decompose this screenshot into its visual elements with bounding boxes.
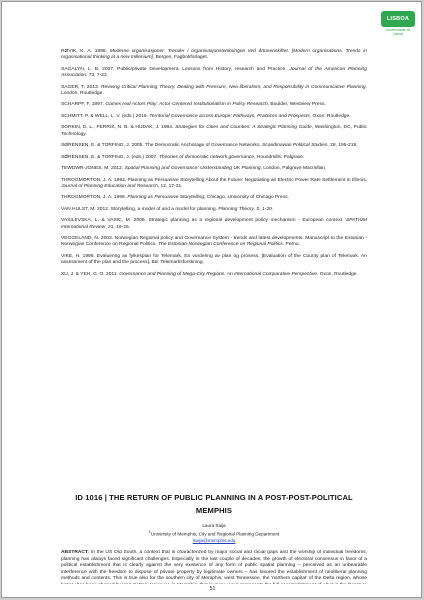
reference-tail: , Bergen, Fagbokforlaget. [152,55,209,61]
reference-text: THROGMORTON, J. A. 1996. [61,195,128,201]
reference-text: XU, J. & YEH, G. O. 2011. [61,271,120,277]
reference-italic: SPATIUM International Review [61,218,367,230]
reference-italic: Planning Theory [218,206,254,212]
reference-entry [61,207,367,213]
author-affiliation [61,529,367,538]
reference-entry [61,85,367,98]
paper-title: ID 1016 | THE RETURN OF PUBLIC PLANNING IN A POST-POST-POLITICAL MEMPHIS [75,493,353,515]
affiliation-marker: 1 [148,530,151,534]
reference-tail: , Houndmills: Palgrave. [254,154,305,160]
abstract-text: In the US Old South, a context that is characterized by major social and racial gaps and the worship of individual freedoms, planning has always faced significant challenges. Especially in the last couple of decades, the growth of electoral consensus in favor of a political establishment that is clearly against the very existence of any form of public spatial planning – perceived as an unbearable interference with the freedom to dispose of private property by legitimate owners – has favored the establishment of neoliberal planning methods and contents. This is true also for the southern city of Memphis, west Tennessee, the 'northern capital' of the Delta region, whose [61,550,367,582]
reference-italic: Planning as Persuasive Storytelling [127,195,205,201]
reference-entry [61,236,367,249]
reference-entry [61,114,367,120]
reference-tail: , Oxon: Routledge. [309,113,351,119]
reference-tail: , London, Routledge. [61,84,367,96]
reference-tail: , Boulder, Westview Press. [267,102,326,108]
reference-italic: Moderne organisasjoner: Trender i organisasjonstenkningen ved årtusenskiftet. [Modern organisations. Trends in organisational thinking at a new millenium] [61,49,367,61]
reference-italic: Territorial Governance across Europe: Pathways, Practices and Prospects [149,113,310,119]
reference-tail: , Chicago, University of Chicago Press. [204,195,289,201]
reference-italic: Reviving Critical Planning Theory. Dealing with Pressure, Neo-liberalism, and Responsibility in Communicative Planning [100,84,366,90]
reference-text: SØRENSEN, E. & TORFING, J. 2005. The Democratic Anchorage of Governance Networks. [61,143,263,149]
reference-tail: , 21, 19-26. [105,224,131,230]
reference-entry [61,195,367,201]
reference-text: VEGGELAND, N. 2003. Norwegian Regional policy and Governance System - trends and latest developments. Manuscript to the Estonian - Norwegian Conference on Regional Politics. [61,236,367,248]
reference-entry [61,125,367,138]
reference-text: SAGALYN, L. B. 2007. Public/private Development. Lessons from History, research and Practice. [61,66,290,72]
reference-text: THROGMORTON, J. A. 1992. Planning as Persuasive Storytelling About the Future: Negotiating an Electric Power Rate Settlement in Illinois. [61,177,367,183]
author-email-link[interactable]: lsaija@memphis.edu [192,537,236,543]
reference-text: SAGER, T. 2013. [61,84,101,90]
reference-tail: , 28, 195-218. [327,143,358,149]
abstract-paragraph [61,550,367,584]
reference-italic: Governance and Planning of Mega-City Regions: An International Comparative Perspective [119,271,317,277]
page-number: 51 [209,586,216,592]
reference-italic: Scandinavian Political Studies [262,143,328,149]
reference-text: TEWDWR-JONES, M. 2012. [61,166,125,172]
reference-list [61,49,367,283]
reference-entry [61,143,367,149]
reference-italic: Strategies for Cities and Counties: A Strategic Planning Guide [175,125,312,131]
reference-text: VAN HULST, M. 2012. Storytelling, a model of and a model for planning. [61,206,219,212]
reference-text: VIKE, H. 1995. Evaluering av fylkesplan for Telemark. En vurdering av plan og prosess. [Evaluation of the County plan of Telemark. An assessment of the plan and the process], Bø: Telemarksforskning. [61,253,367,266]
reference-text: VASILEVSKA, L. & VASIC, M. 2009. Strategic planning as a regional development policy mechanism - European context. [61,218,346,224]
reference-entry [61,102,367,108]
logo-subtext: Universidade de Lisboa [385,28,411,36]
abstract-label: ABSTRACT: [61,550,89,555]
reference-entry [61,166,367,172]
reference-text: SCHARPF, F. 1997. [61,102,106,108]
reference-entry [61,155,367,161]
reference-entry [61,254,367,267]
reference-italic: Theories of democratic network governance [158,154,255,160]
reference-entry [61,178,367,191]
reference-tail: , 0, 1-20. [253,206,274,212]
reference-entry [61,49,367,62]
reference-tail: . Pernu. [282,242,300,248]
logo-badge: LISBOA [381,11,415,27]
reference-italic: Spatial Planning and Governance: Understanding UK Planning [124,166,261,172]
reference-text: SCHMITT, P. & WELL, L. V. (eds.) 2016. [61,113,150,119]
reference-italic: The Estonian-Norwegian Conference on Regional Politics [158,242,283,248]
reference-italic: Journal of Planning Education and Research [61,183,158,189]
author-block [61,523,367,544]
author-name: Laura Saija [202,523,226,528]
reference-tail: , Washington, DC, Public Technology. [61,125,367,137]
reference-entry [61,218,367,231]
reference-tail: , 12, 17-31. [157,183,183,189]
reference-tail: , Oxon, Routledge. [317,271,358,277]
reference-entry [61,67,367,80]
reference-tail: , London, Palgrave Macmillan. [260,166,327,172]
reference-italic: Games real Actors Play: Actor-Centered Institutionalism in Policy Research [105,102,268,108]
reference-text: SORKIN, D. L., FERRIS, N. B. & HUDAK, J. 1984. [61,125,176,131]
reference-tail: , 73, 7-22. [86,73,109,79]
affiliation-text: University of Memphis, City and Regional Planning Department [150,531,280,537]
reference-text: RØVIK, K. A. 1998. [61,49,110,54]
university-logo [381,11,415,38]
reference-italic: Journal of the American Planning Association [61,66,367,79]
reference-entry [61,272,367,278]
document-page [1,1,422,598]
reference-text: SØRENSEN, E. & TORFING, J. (eds.) 2007. [61,154,159,160]
